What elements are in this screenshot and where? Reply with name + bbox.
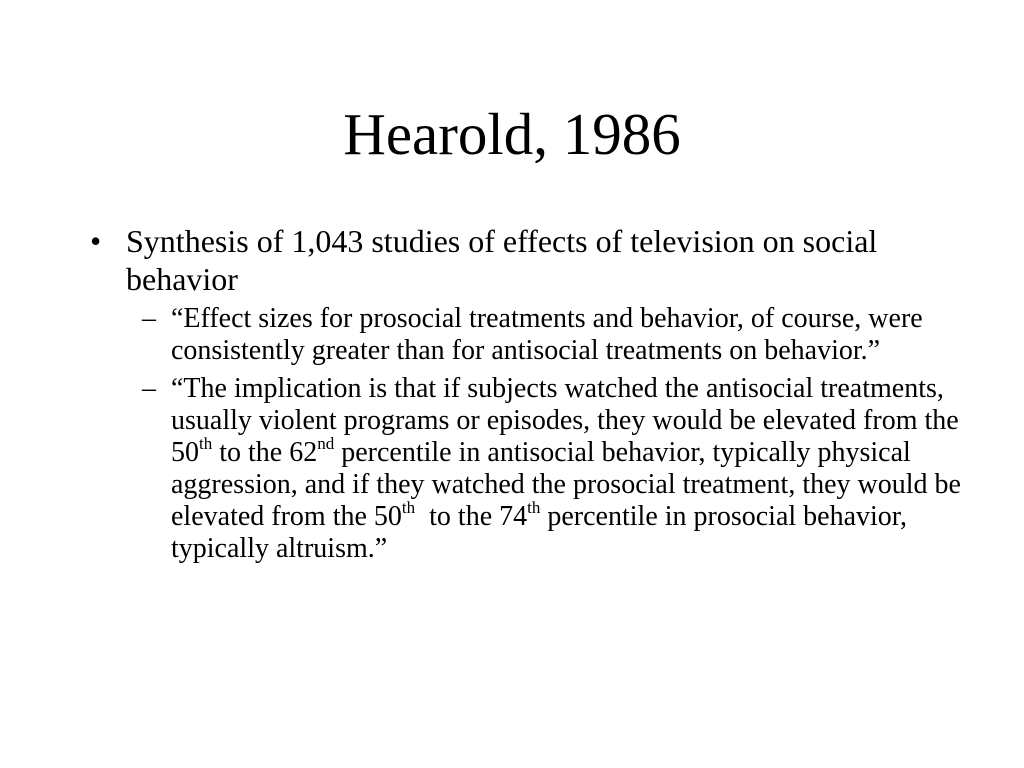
ordinal-suffix: th — [401, 497, 416, 517]
slide-title: Hearold, 1986 — [343, 101, 681, 167]
implication-text-part3: percentile in antisocial behavior, typically physical aggression, and if they watched the prosocial treatment, they would be elevated from the 50 — [171, 437, 961, 532]
implication-text-part5: percentile in prosocial behavior, typically altruism.” — [171, 501, 907, 564]
implication-text-part1: “The implication is that if subjects watched the antisocial treatments, usually violent programs or episodes, they would be elevated from the 50 — [171, 373, 959, 468]
implication-text-part2: to the 62 — [212, 437, 318, 468]
bullet-synthesis — [82, 222, 962, 298]
ordinal-suffix: nd — [317, 433, 335, 453]
sub-bullet-implication — [82, 373, 962, 565]
slide-body — [82, 222, 962, 571]
ordinal-suffix: th — [527, 497, 541, 517]
bullet-synthesis-text: Synthesis of 1,043 studies of effects of television on social behavior — [126, 223, 878, 297]
dash-marker: – — [142, 303, 156, 334]
dash-marker: – — [142, 373, 156, 404]
bullet-marker: • — [90, 223, 102, 259]
sub-bullet-effect-sizes-text: “Effect sizes for prosocial treatments and behavior, of course, were consistently greater than for antisocial treatments on behavior.” — [171, 303, 923, 366]
sub-bullet-effect-sizes — [82, 303, 962, 367]
implication-text-part4: to the 74 — [415, 501, 528, 532]
ordinal-suffix: th — [199, 433, 213, 453]
